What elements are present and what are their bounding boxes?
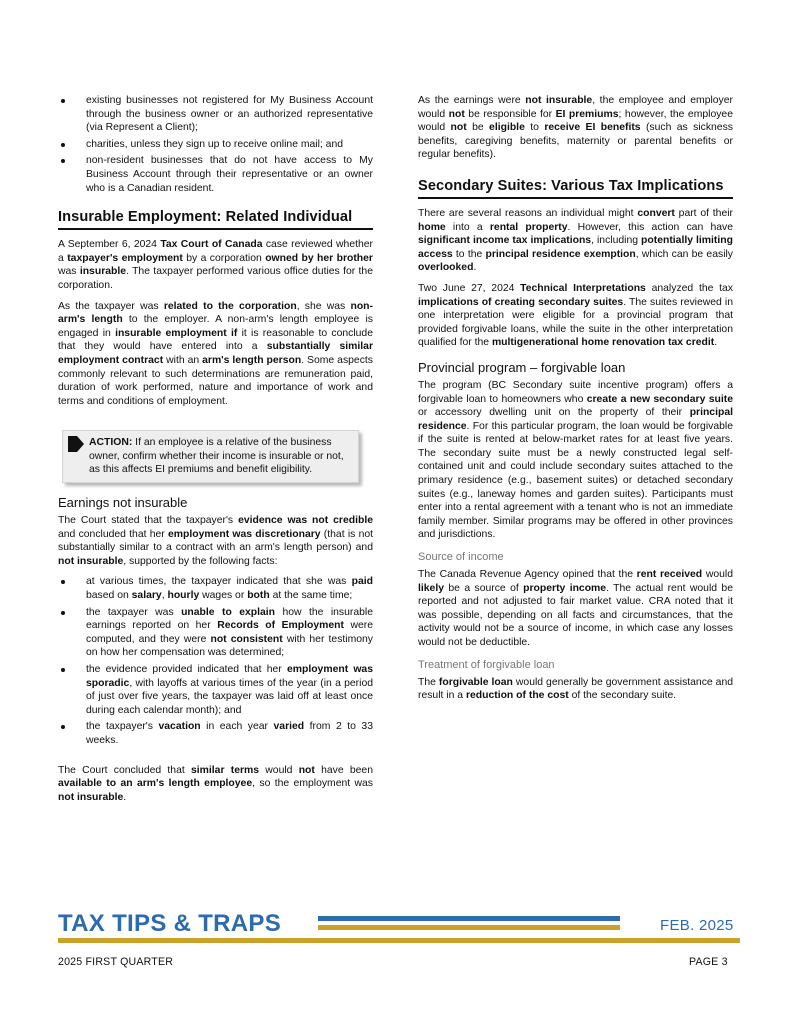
arrow-right-icon xyxy=(67,435,85,453)
intro-bullet-list xyxy=(58,94,373,195)
footer-gold-stripe-short xyxy=(318,925,620,930)
subheading-provincial-program: Provincial program – forgivable loan xyxy=(418,359,626,375)
paragraph: There are several reasons an individual might convert part of their home into a rental property. However, this action can have significant income tax implications, including potentially limiting access to the principal residence exemption, which can be easily overlooked. xyxy=(418,207,733,274)
subheading-earnings-not-insurable: Earnings not insurable xyxy=(58,495,188,511)
paragraph: The Court concluded that similar terms would not have been available to an arm's length employee, so the employment was not insurable. xyxy=(58,764,373,803)
list-item: at various times, the taxpayer indicated that she was paid based on salary, hourly wages or both at the same time; xyxy=(58,575,373,602)
paragraph: The Canada Revenue Agency opined that the rent received would likely be a source of property income. The actual rent would be reported and not adjusted to fair market value. CRA noted that it was possible, depending on all facts and circumstances, that the activity would not be a source of income, in which case any losses would not be deductible. xyxy=(418,569,733,648)
paragraph: As the taxpayer was related to the corporation, she was non-arm's length to the employer. A non-arm's length employee is engaged in insurable employment if it is reasonable to conclude that they would have entered into a substantially similar employment contract with an arm's length person. Some aspects commonly relevant to such determinations are remuneration paid, duration of work performed, nature and importance of work and terms and conditions of employment. xyxy=(58,300,373,407)
footer-gold-stripe-long xyxy=(58,938,740,943)
paragraph: The forgivable loan would generally be government assistance and result in a reduction of the cost of the secondary suite. xyxy=(418,676,734,702)
list-item: existing businesses not registered for My Business Account through the business owner or an authorized representative (via Represent a Client); xyxy=(58,94,373,135)
paragraph: A September 6, 2024 Tax Court of Canada case reviewed whether a taxpayer's employment by a corporation owned by her brother was insurable. The taxpayer performed various office duties for the corporation. xyxy=(58,239,373,291)
paragraph: Two June 27, 2024 Technical Interpretations analyzed the tax implications of creating secondary suites. The suites reviewed in one interpretation were eligible for a provincial program that provided forgivable loans, while the suite in the other interpretation qualified for the multigenerational home renovation tax credit. xyxy=(418,282,734,349)
paragraph: As the earnings were not insurable, the employee and employer would not be responsible for EI premiums; however, the employee would not be eligible to receive EI benefits (such as sickness benefits, caregiving benefits, maternity or parental benefits or regular benefits). xyxy=(418,95,733,161)
left-column xyxy=(58,94,373,811)
subheading-treatment-of-forgivable-loan: Treatment of forgivable loan xyxy=(418,658,555,671)
right-column xyxy=(418,94,733,710)
action-callout xyxy=(62,430,359,483)
issue-quarter: 2025 FIRST QUARTER xyxy=(58,956,174,968)
issue-date: FEB. 2025 xyxy=(660,917,734,934)
facts-bullet-list xyxy=(58,575,373,747)
list-item: non-resident businesses that do not have access to My Business Account through their representative or an owner who is a Canadian resident. xyxy=(58,154,373,195)
list-item: charities, unless they sign up to receive online mail; and xyxy=(58,138,373,152)
paragraph: The program (BC Secondary suite incentive program) offers a forgivable loan to homeowners who create a new secondary suite or accessory dwelling unit on the property of their principal residence. For this particular program, the loan would be forgivable if the suite is rented at below-market rates for at least five years. The secondary suite must be a newly constructed legal self-contained unit and could include secondary suites attached to the primary residence (e.g., basement suites) or detached secondary suites (e.g., laneway homes and garden suites). Participants must enter into a rental agreement with a tenant who is not an immediate family member. Similar programs may be offered in other provinces and jurisdictions. xyxy=(418,379,733,541)
paragraph: The Court stated that the taxpayer's evidence was not credible and concluded that her employment was discretionary (that is not substantially similar to a contract with an arm's length person) and not insurable, supported by the following facts: xyxy=(58,515,374,567)
newsletter-title: TAX TIPS & TRAPS xyxy=(58,910,282,937)
footer-blue-stripe xyxy=(318,916,620,921)
subheading-source-of-income: Source of income xyxy=(418,551,504,564)
action-text: If an employee is a relative of the business owner, confirm whether their income is insurable or not, as this affects EI premiums and benefit eligibility. xyxy=(89,437,344,476)
page-number: PAGE 3 xyxy=(689,956,728,968)
list-item: the evidence provided indicated that her employment was sporadic, with layoffs at various times of the year (in a period of just over five years, the taxpayer was laid off at least once during each calendar month); and xyxy=(58,663,373,717)
action-label: ACTION: xyxy=(89,437,133,449)
list-item: the taxpayer was unable to explain how the insurable earnings reported on her Records of Employment were computed, and they were not consistent with her testimony on how her compensation was determined; xyxy=(58,606,373,660)
list-item: the taxpayer's vacation in each year varied from 2 to 33 weeks. xyxy=(58,720,373,747)
section-heading-secondary-suites: Secondary Suites: Various Tax Implications xyxy=(418,178,733,199)
section-heading-insurable-employment: Insurable Employment: Related Individual xyxy=(58,209,373,230)
